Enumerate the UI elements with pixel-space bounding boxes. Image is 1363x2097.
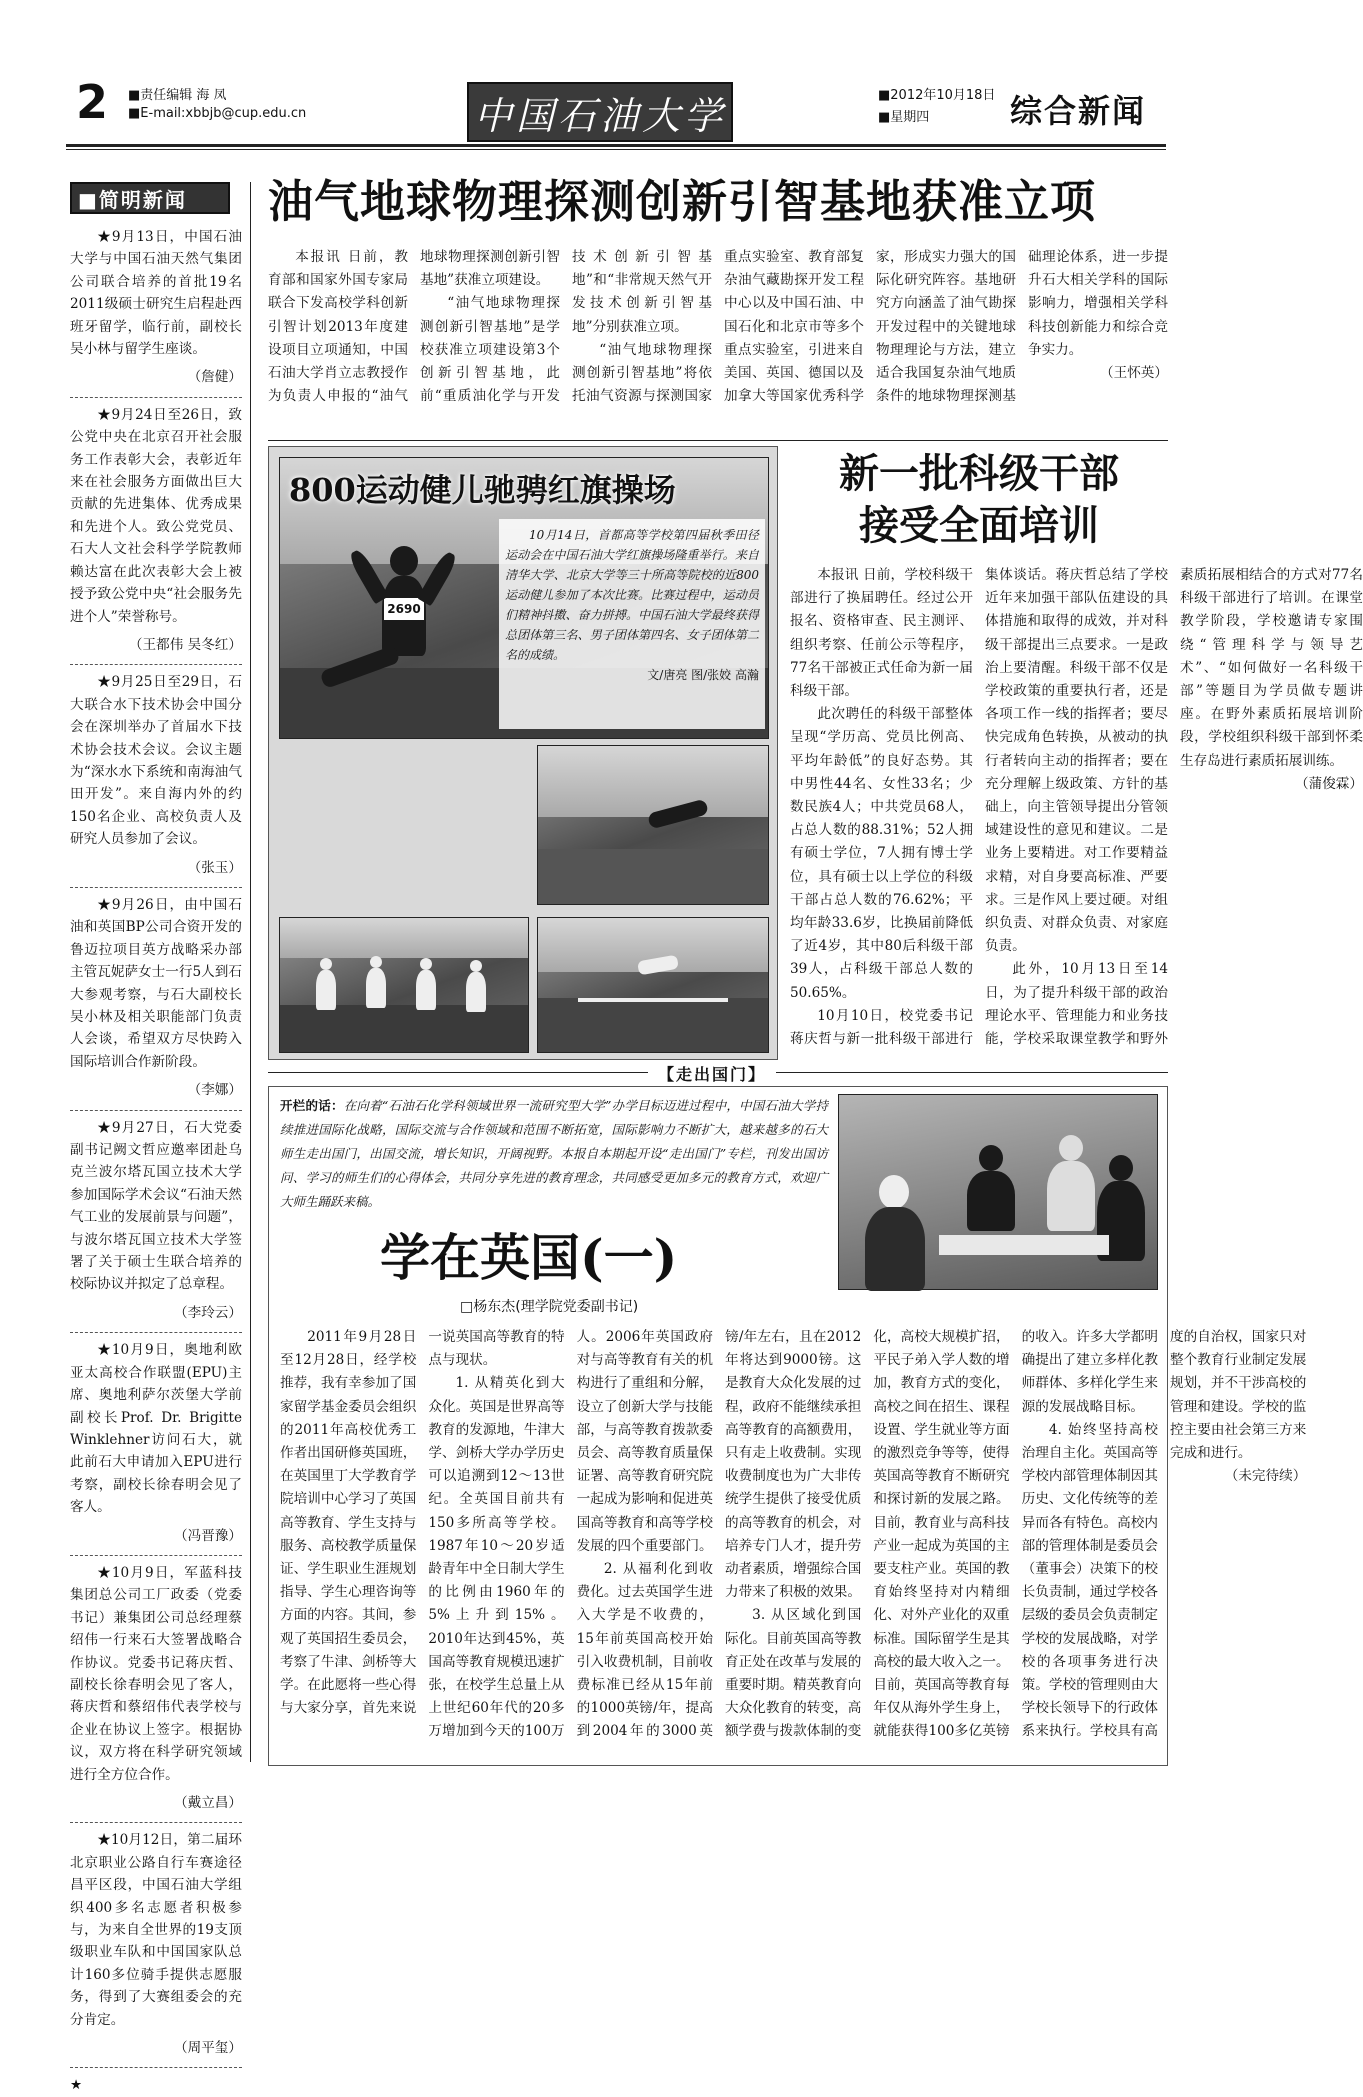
- training-paragraph: 本报讯 日前，学校科级干部进行了换届聘任。经过公开报名、资格审查、民主测评、组织考察、任前公示等程序，77名干部被正式任命为新一届科级干部。: [790, 567, 973, 700]
- abroad-paragraph: 4. 始终坚持高校治理自主化。英国高等学校内部管理体制因其历史、文化传统等的差异而各有特色。高校内部的管理体制是委员会（董事会）决策下的校长负责制，通过学校各层级的委员会负责制定学校的发展战略，对学校的各项事务进行决策。学校的管理则由大学校长领导下的行政体系来执行。学校具有高度的自治权，国家只对整个教育行业制定发展规划，并不干涉高校的管理和建设。学校的监控主要由社会第三方来完成和进行。: [1021, 1329, 1307, 1740]
- abroad-paragraph: 1. 从精英化到大众化。英国是世界高等教育的发源地，牛津大学、剑桥大学办学历史可以追溯到12～13世纪。全英国目前共有150多所高等学校。1987年10～20岁适龄青年中全日制大学生的比例由1960年的5%上升到15%。2010年达到45%，英国高等教育规模迅速扩张，在校学生总量上从上世纪60年代的20多万增加到今天的100万人。2006年英国政府对与高等教育有关的机构进行了重组和分解，设立了创新大学与技能部，与高等教育拨款委员会、高等教育质量保证署、高等教育研究院一起成为影响和促进英国高等教育和高等学校发展的四个重要部门。: [428, 1329, 713, 1740]
- lead-paragraph: “油气地球物理探测创新引智基地”是学校获准立项建设第3个创新引智基地，此前“重质油化学与开发技术创新引智基地”和“非常规天然气开发技术创新引智基地”分别获准立项。: [420, 249, 712, 405]
- briefs-list: [70, 226, 242, 2094]
- brief-byline: （冯晋豫）: [174, 1527, 242, 1544]
- masthead-logo: [467, 82, 733, 142]
- abroad-continued: （未完待续）: [1224, 1468, 1307, 1485]
- list-item: [70, 671, 242, 879]
- email-label: ■E-mail:xbbjb@cup.edu.cn: [128, 106, 307, 121]
- section-title: 综合新闻: [1010, 92, 1147, 130]
- abroad-body: [280, 1326, 1307, 1760]
- high-jump-photo: [537, 745, 769, 905]
- date-label: ■2012年10月18日: [878, 88, 996, 103]
- abroad-intro: [280, 1094, 828, 1242]
- abroad-paragraph: 2. 从福利化到收费化。过去英国学生进入大学是不收费的，15年前英国高校开始引入收费机制，目前收费标准已经从15年前的1000英镑/年，提高到2004年的3000英镑/年左右，且在2012年将达到9000镑。这是教育大众化发展的过程，政府不能继续承担高等教育的高额费用，只有走上收费制。实现收费制度也为广大非传统学生提供了接受优质的高等教育的机会，对培养专门人才，提升劳动者素质，增强综合国力带来了积极的效果。: [576, 1329, 862, 1740]
- abroad-title: 学在英国(一): [380, 1228, 678, 1287]
- lead-byline: （王怀英）: [1100, 365, 1168, 382]
- hurdles-photo: [537, 917, 769, 1053]
- training-headline-line2: 接受全面培训: [859, 502, 1099, 549]
- sports-caption-box: [499, 519, 765, 729]
- brief-text: ★9月13日，中国石油大学与中国石油天然气集团公司联合培养的首批19名2011级硕士研究生启程赴西班牙留学，临行前，副校长吴小林与留学生座谈。: [70, 229, 242, 358]
- training-headline-line1: 新一批科级干部: [839, 450, 1119, 497]
- list-item: [70, 226, 242, 389]
- sports-caption: 10月14日，首都高等学校第四届秋季田径运动会在中国石油大学红旗操场隆重举行。来自清华大学、北京大学等三十所高等院校的近800运动健儿参加了本次比赛。比赛过程中，运动员们精神抖擞、奋力拼搏。中国石油大学最终获得总团体第三名、男子团体第四名、女子团体第二名的成绩。: [505, 528, 759, 662]
- header-rule: [66, 144, 1166, 147]
- sports-title: 800运动健儿驰骋红旗操场: [289, 471, 676, 509]
- editor-label: ■责任编辑 海 凤: [128, 88, 227, 103]
- brief-byline: （戴立昌）: [174, 1795, 242, 1811]
- list-item: [70, 1562, 242, 1814]
- meeting-photo: [838, 1094, 1158, 1290]
- header-rule-thin: [66, 149, 1166, 150]
- briefs-title: ■简明新闻: [78, 187, 187, 212]
- page-number: 2: [76, 75, 109, 129]
- brief-text: ★9月27日，石大党委副书记阙文哲应邀率团赴乌克兰波尔塔瓦国立技术大学参加国际学术会议“石油天然气工业的发展前景与问题”，与波尔塔瓦国立技术大学签署了关于硕士生联合培养的校际协议并拟定了总章程。: [70, 1119, 242, 1293]
- list-item: [70, 1339, 242, 1547]
- brief-text: ★9月26日，由中国石油和英国BP公司合资开发的鲁迈拉项目英方战略采办部主管瓦妮萨女士一行5人到石大参观考察，与石大副校长吴小林及相关职能部门负责人会谈，希望双方尽快跨入国际培训合作新阶段。: [70, 896, 242, 1070]
- abroad-section-tag: 【走出国门】: [648, 1062, 776, 1085]
- list-item: [70, 1117, 242, 1325]
- lead-body: [268, 246, 1168, 436]
- brief-text: ★10月12日，第二届环北京职业公路自行车赛途径昌平区段，中国石油大学组织400多名志愿者积极参与，为来自全世界的19支顶级职业车队和中国国家队总计160多位骑手提供志愿服务，得到了大赛组委会的充分肯定。: [70, 1832, 242, 2028]
- brief-byline: （李玲云）: [174, 1304, 242, 1321]
- brief-byline: （李娜）: [187, 1082, 242, 1099]
- lead-rule: [268, 440, 1168, 441]
- lead-paragraph: 本报讯 日前，教育部和国家外国专家局联合下发高校学科创新引智计划2013年度建设项目立项通知，中国石油大学肖立志教授作为负责人申报的“油气地球物理探测创新引智基地”获准立项建设。: [268, 249, 560, 405]
- brief-text: ★9月25日至29日，石大联合水下技术协会中国分会在深圳举办了首届水下技术协会技术会议。会议主题为“深水水下系统和南海油气田开发”。来自海内外的约150名企业、高校负责人及研究人员参加了会议。: [70, 674, 242, 848]
- abroad-paragraph: 2011年9月28日至12月28日，经学校推荐，我有幸参加了国家留学基金委员会组织的2011年高校优秀工作者出国研修英国班，在英国里丁大学教育学院培训中心学习了英国高等教育、学生支持与服务、高校教学质量保证、学生职业生涯规划指导、学生心理咨询等方面的内容。其间，参观了英国招生委员会，考察了牛津、剑桥等大学。在此愿将一些心得与大家分享，首先来说一说英国高等教育的特点与现状。: [280, 1329, 565, 1717]
- weekday-label: ■星期四: [878, 110, 930, 125]
- briefs-end-star: ★: [70, 2077, 83, 2094]
- brief-byline: （王都伟 吴冬红）: [128, 636, 242, 653]
- training-paragraph: 10月10日，校党委书记蒋庆哲与新一批科级干部进行集体谈话。蒋庆哲总结了学校近年来加强干部队伍建设的具体措施和取得的成效，并对科级干部提出三点要求。一是政治上要清醒。科级干部不仅是学校政策的重要执行者，还是各项工作一线的指挥者；要尽快完成角色转换，从被动的执行者转向主动的指挥者；要在充分理解上级政策、方针的基础上，向主管领导提出分管领域建设性的意见和建议。二是业务上要精进。对工作要精益求精，对自身要高标准、严要求。三是作风上要过硬。对组织负责、对群众负责、对家庭负责。: [790, 567, 1168, 1048]
- sports-credit: 文/唐亮 图/张姣 高瀚: [647, 668, 759, 682]
- abroad-paragraph: 3. 从区域化到国际化。目前英国高等教育正处在改革与发展的重要时期。精英教育向大众化教育的转变，高额学费与拨款体制的变化，高校大规模扩招，平民子弟入学人数的增加，教育方式的变化，高校之间在招生、课程设置、学生就业等方面的激烈竞争等等，使得英国高等教育不断研究和探讨新的发展之路。目前，教育业与高科技产业一起成为英国的主要支柱产业。英国的教育始终坚持对内精细化、对外产业化的双重标准。国际留学生是其高校的最大收入之一。目前，英国高等教育每年仅从海外学生身上，就能获得100多亿英镑的收入。许多大学都明确提出了建立多样化教师群体、多样化学生来源的发展战略目标。: [724, 1329, 1158, 1740]
- abroad-intro-text: 在向着“石油石化学科领域世界一流研究型大学”办学目标迈进过程中，中国石油大学持续推进国际化战略，国际交流与合作领域和范围不断拓宽，国际影响力不断扩大，越来越多的石大师生走出国门，出国交流，增长知识，开阔视野。本报自本期起开设“走出国门”专栏，刊发出国访问、学习的师生们的心得体会，共同分享先进的教育理念，共同感受更加多元的教育方式，欢迎广大师生踊跃来稿。: [280, 1098, 828, 1209]
- list-item: [70, 1829, 242, 2059]
- brief-byline: （周平玺）: [174, 2040, 242, 2057]
- brief-text: ★9月24日至26日，致公党中央在北京召开社会服务工作表彰大会，表彰近年来在社会服务方面做出巨大贡献的先进集体、优秀成果和先进个人。致公党党员、石大人文社会科学学院教师赖达富在此次表彰大会上被授予致公党中央“社会服务先进个人”荣誉称号。: [70, 406, 242, 625]
- masthead-title: 中国石油大学: [473, 93, 726, 138]
- briefs-divider: [250, 182, 251, 1762]
- list-item: [70, 404, 242, 656]
- training-body: [790, 564, 1363, 1054]
- training-paragraph: 此外，10月13日至14日，为了提升科级干部的政治理论水平、管理能力和业务技能，学校采取课堂教学和野外素质拓展相结合的方式对77名科级干部进行了培训。在课堂教学阶段，学校邀请专家围绕“管理科学与领导艺术”、“如何做好一名科级干部”等题目为学员做专题讲座。在野外素质拓展培训阶段，学校组织科级干部到怀柔生存岛进行素质拓展训练。: [985, 567, 1363, 1048]
- brief-text: ★10月9日，奥地利欧亚太高校合作联盟(EPU)主席、奥地利萨尔茨堡大学前副校长Prof. Dr. Brigitte Winklehner访问石大，就此前石大申请加入EPU进行考察，副校长徐春明会见了客人。: [70, 1342, 242, 1516]
- list-item: [70, 894, 242, 1102]
- sprint-race-photo: [279, 917, 529, 1053]
- training-byline: （蒲俊霖）: [1295, 775, 1363, 792]
- brief-byline: （张玉）: [187, 859, 242, 876]
- training-paragraph: 此次聘任的科级干部整体呈现“学历高、党员比例高、平均年龄低”的良好态势。其中男性44名、女性33名；少数民族4人；中共党员68人，占总人数的88.31%；52人拥有硕士学位，7人拥有博士学位，具有硕士以上学位的科级干部占总人数的76.62%；平均年龄33.6岁，比换届前降低了近4岁，其中80后科级干部39人，占科级干部总人数的50.65%。: [790, 706, 973, 1001]
- lead-headline: 油气地球物理探测创新引智基地获准立项: [268, 175, 1097, 228]
- abroad-intro-label: 开栏的话：: [280, 1098, 344, 1113]
- briefs-title-box: [70, 182, 230, 214]
- runner-bib: 2690: [384, 598, 424, 620]
- lead-paragraph: “油气地球物理探测创新引智基地”将依托油气资源与探测国家重点实验室、教育部复杂油气藏勘探开发工程中心以及中国石油、中国石化和北京市等多个重点实验室，引进来自美国、英国、德国以及加拿大等国家优秀科学家，形成实力强大的国际化研究阵容。基地研究方向涵盖了油气勘探开发过程中的关键地球物理理论与方法，建立适合我国复杂油气地质条件的地球物理探测基础理论体系，进一步提升石大相关学科的国际影响力，增强相关学科科技创新能力和综合竞争实力。: [572, 249, 1168, 405]
- sports-feature: [268, 446, 778, 1060]
- brief-byline: （詹健）: [187, 369, 242, 386]
- brief-text: ★10月9日，军蓝科技集团总公司工厂政委（党委书记）兼集团公司总经理蔡绍伟一行来石大签署战略合作协议。党委书记蒋庆哲、副校长徐春明会见了客人，蒋庆哲和蔡绍伟代表学校与企业在协议上签字。根据协议，双方将在科学研究领域进行全方位合作。: [70, 1564, 242, 1783]
- abroad-author: □杨东杰(理学院党委副书记): [460, 1299, 639, 1315]
